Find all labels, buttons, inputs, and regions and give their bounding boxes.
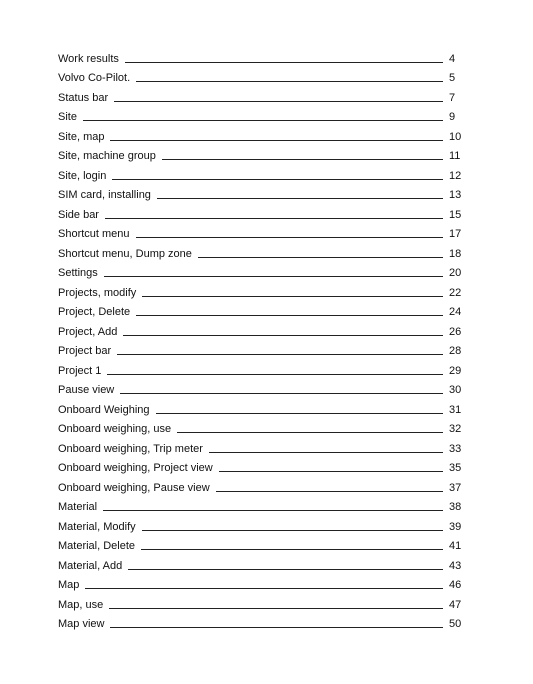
leader-line <box>107 374 443 375</box>
index-entry <box>58 475 463 495</box>
index-entry-page-number: 41 <box>449 540 462 552</box>
index-entry <box>58 534 463 554</box>
index-entry-label: Site, machine group <box>58 150 156 162</box>
index-entry-page-number: 9 <box>449 111 456 123</box>
index-entry-page-number: 22 <box>449 286 462 299</box>
index-entry-label: Volvo Co-Pilot. <box>58 72 131 84</box>
index-entry-label: Map <box>58 579 80 591</box>
leader-line <box>109 608 443 609</box>
index-entry <box>58 183 463 203</box>
index-entry-label: Map, use <box>58 598 104 611</box>
index-entry-page-number: 24 <box>449 306 462 318</box>
leader-line <box>162 159 443 160</box>
index-entry <box>58 456 463 476</box>
leader-line <box>136 237 443 238</box>
leader-line <box>125 62 443 63</box>
index-entry-page-number: 39 <box>449 520 462 533</box>
index-entry-label: Material, Modify <box>58 520 136 533</box>
index-entry <box>58 163 463 183</box>
leader-line <box>104 276 443 277</box>
index-entry-page-number: 10 <box>449 130 462 143</box>
index-entry <box>58 378 463 398</box>
index-entry <box>58 241 463 261</box>
index-entry-label: Map view <box>58 618 105 630</box>
index-entry-label: Shortcut menu <box>58 228 130 240</box>
leader-line <box>156 413 443 414</box>
leader-line <box>103 510 443 511</box>
index-entry-page-number: 43 <box>449 559 462 572</box>
leader-line <box>142 530 443 531</box>
leader-line <box>128 569 443 570</box>
index-entry-page-number: 37 <box>449 481 462 494</box>
leader-line <box>219 471 443 472</box>
index-entry <box>58 417 463 437</box>
index-entry-page-number: 32 <box>449 423 462 435</box>
index-entry <box>58 339 463 359</box>
index-entry-page-number: 7 <box>449 91 456 104</box>
leader-line <box>114 101 443 102</box>
leader-line <box>110 627 443 628</box>
index-entry-label: Material, Delete <box>58 540 136 552</box>
index-entry-page-number: 11 <box>449 150 461 162</box>
index-entry-label: Settings <box>58 267 98 279</box>
leader-line <box>157 198 443 199</box>
leader-line <box>120 393 443 394</box>
index-entry <box>58 124 463 144</box>
leader-line <box>83 120 443 121</box>
leader-line <box>198 257 443 258</box>
index-entry-label: Status bar <box>58 91 109 104</box>
index-entry-label: Work results <box>58 52 119 65</box>
index-list <box>58 46 463 631</box>
index-entry <box>58 280 463 300</box>
index-entry-page-number: 17 <box>449 228 462 240</box>
index-entry-label: Site <box>58 111 77 123</box>
index-entry-label: Material <box>58 501 98 513</box>
index-entry-page-number: 38 <box>449 501 462 513</box>
index-entry-label: Project bar <box>58 345 112 357</box>
index-entry-label: SIM card, installing <box>58 189 151 201</box>
leader-line <box>117 354 443 355</box>
index-entry <box>58 222 463 242</box>
index-entry-page-number: 4 <box>449 52 456 65</box>
index-entry-label: Projects, modify <box>58 286 137 299</box>
index-entry <box>58 436 463 456</box>
index-entry <box>58 358 463 378</box>
index-entry-page-number: 29 <box>449 364 462 377</box>
index-entry-page-number: 28 <box>449 345 462 357</box>
index-entry <box>58 300 463 320</box>
index-entry-label: Onboard weighing, use <box>58 423 172 435</box>
index-entry-page-number: 15 <box>449 208 462 221</box>
index-entry-label: Onboard weighing, Pause view <box>58 481 210 494</box>
index-entry-label: Onboard weighing, Trip meter <box>58 442 203 455</box>
index-entry-page-number: 20 <box>449 267 462 279</box>
index-entry-page-number: 13 <box>449 189 462 201</box>
index-entry-label: Site, login <box>58 169 107 182</box>
index-entry <box>58 144 463 164</box>
index-entry-label: Project 1 <box>58 364 102 377</box>
leader-line <box>209 452 443 453</box>
index-entry <box>58 105 463 125</box>
index-entry-page-number: 31 <box>449 403 462 416</box>
index-entry-page-number: 47 <box>449 598 462 611</box>
index-entry <box>58 495 463 515</box>
index-entry-page-number: 35 <box>449 462 462 474</box>
leader-line <box>216 491 443 492</box>
index-entry <box>58 85 463 105</box>
index-entry-label: Side bar <box>58 208 99 221</box>
index-entry-page-number: 18 <box>449 247 462 260</box>
index-entry-page-number: 5 <box>449 72 456 84</box>
index-entry-label: Shortcut menu, Dump zone <box>58 247 192 260</box>
index-entry-page-number: 33 <box>449 442 462 455</box>
leader-line <box>110 140 443 141</box>
leader-line <box>142 296 443 297</box>
leader-line <box>105 218 443 219</box>
index-entry <box>58 66 463 86</box>
index-entry-label: Site, map <box>58 130 105 143</box>
index-entry-label: Onboard weighing, Project view <box>58 462 213 474</box>
index-entry-label: Project, Add <box>58 325 118 338</box>
index-entry-label: Pause view <box>58 384 115 396</box>
leader-line <box>123 335 443 336</box>
index-entry-page-number: 26 <box>449 325 462 338</box>
index-entry-page-number: 50 <box>449 618 462 630</box>
index-entry <box>58 202 463 222</box>
index-entry <box>58 261 463 281</box>
leader-line <box>85 588 443 589</box>
leader-line <box>112 179 443 180</box>
leader-line <box>141 549 443 550</box>
index-entry <box>58 573 463 593</box>
index-entry <box>58 46 463 66</box>
index-entry <box>58 592 463 612</box>
index-entry-page-number: 46 <box>449 579 462 591</box>
index-entry <box>58 612 463 632</box>
index-entry-page-number: 30 <box>449 384 462 396</box>
index-entry-label: Material, Add <box>58 559 123 572</box>
index-entry-label: Project, Delete <box>58 306 131 318</box>
index-entry <box>58 319 463 339</box>
index-entry-label: Onboard Weighing <box>58 403 150 416</box>
index-entry-page-number: 12 <box>449 169 462 182</box>
leader-line <box>136 315 443 316</box>
index-entry <box>58 397 463 417</box>
leader-line <box>177 432 443 433</box>
leader-line <box>136 81 443 82</box>
index-entry <box>58 553 463 573</box>
index-entry <box>58 514 463 534</box>
